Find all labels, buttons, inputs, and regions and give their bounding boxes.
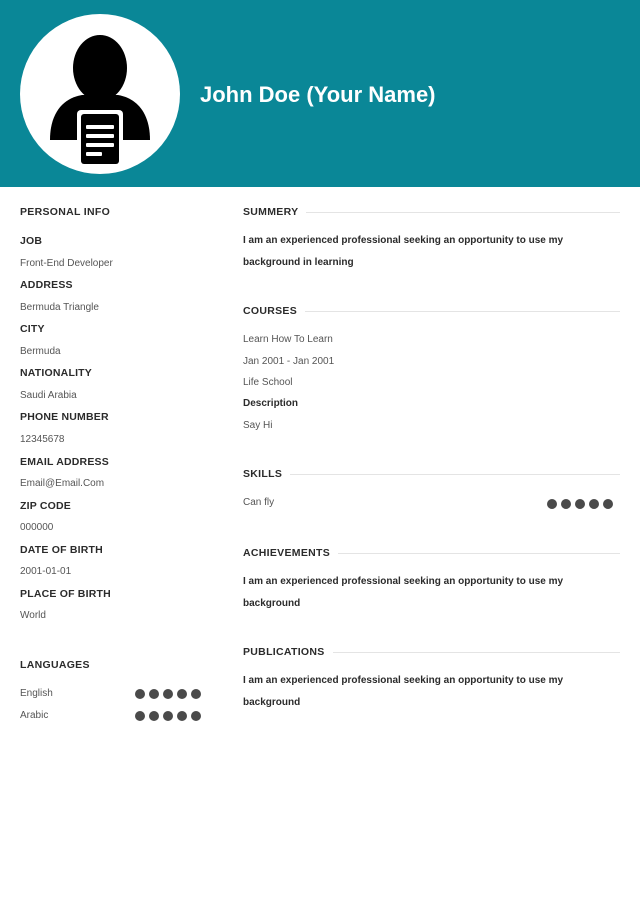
summary-heading [243, 206, 620, 218]
full-name: John Doe (Your Name) [200, 82, 436, 107]
field-value-address: Bermuda Triangle [20, 302, 99, 313]
course-description-label: Description [243, 398, 299, 409]
rating-dot [561, 499, 571, 509]
field-value-phone: 12345678 [20, 434, 65, 445]
language-name-arabic: Arabic [20, 710, 49, 721]
field-label-pob: PLACE OF BIRTH [20, 588, 111, 600]
field-value-nationality: Saudi Arabia [20, 390, 77, 401]
personal-info-title: PERSONAL INFO [20, 206, 111, 218]
achievements-line-2: background [243, 598, 301, 609]
rating-dot [163, 689, 173, 699]
field-label-address: ADDRESS [20, 279, 73, 291]
rating-dot [575, 499, 585, 509]
field-label-dob: DATE OF BIRTH [20, 544, 103, 556]
field-label-phone: PHONE NUMBER [20, 411, 109, 423]
field-value-dob: 2001-01-01 [20, 566, 72, 577]
rating-dot [177, 689, 187, 699]
field-value-pob: World [20, 610, 46, 621]
achievements-line-1: I am an experienced professional seeking an opportunity to use my [243, 576, 564, 587]
languages-title: LANGUAGES [20, 659, 90, 671]
achievements-title: ACHIEVEMENTS [243, 547, 331, 559]
rating-dot [547, 499, 557, 509]
summary-title: SUMMERY [243, 206, 299, 218]
skill-name: Can fly [243, 497, 275, 508]
divider [305, 311, 620, 312]
course-dates: Jan 2001 - Jan 2001 [243, 356, 335, 367]
field-value-email: Email@Email.Com [20, 478, 105, 489]
divider [338, 553, 620, 554]
course-description: Say Hi [243, 420, 273, 431]
rating-dot [135, 689, 145, 699]
courses-title: COURSES [243, 305, 298, 317]
divider [333, 652, 620, 653]
field-label-zip: ZIP CODE [20, 500, 71, 512]
rating-dot [163, 711, 173, 721]
skills-heading [243, 468, 620, 480]
resume-header [0, 0, 640, 187]
divider [290, 474, 620, 475]
field-label-nationality: NATIONALITY [20, 367, 92, 379]
rating-dot [589, 499, 599, 509]
courses-heading [243, 305, 620, 317]
rating-dot [135, 711, 145, 721]
field-label-email: EMAIL ADDRESS [20, 456, 109, 468]
field-label-job: JOB [20, 235, 43, 247]
rating-dot [191, 711, 201, 721]
rating-dot [191, 689, 201, 699]
field-label-city: CITY [20, 323, 45, 335]
rating-dot [603, 499, 613, 509]
publications-heading [243, 646, 620, 658]
divider [306, 212, 620, 213]
language-name-english: English [20, 688, 53, 699]
achievements-heading [243, 547, 620, 559]
skill-rating [547, 499, 613, 509]
publications-title: PUBLICATIONS [243, 646, 325, 658]
rating-dot [149, 711, 159, 721]
avatar [20, 14, 180, 174]
field-value-job: Front-End Developer [20, 258, 113, 269]
rating-dot [149, 689, 159, 699]
field-value-city: Bermuda [20, 346, 61, 357]
field-value-zip: 000000 [20, 522, 54, 533]
language-rating-english [135, 689, 201, 699]
course-name: Learn How To Learn [243, 334, 333, 345]
publications-line-2: background [243, 697, 301, 708]
rating-dot [177, 711, 187, 721]
skills-title: SKILLS [243, 468, 283, 480]
summary-line-2: background in learning [243, 257, 354, 268]
publications-line-1: I am an experienced professional seeking an opportunity to use my [243, 675, 564, 686]
course-institution: Life School [243, 377, 293, 388]
person-with-document-icon [20, 14, 180, 174]
language-rating-arabic [135, 711, 201, 721]
summary-line-1: I am an experienced professional seeking an opportunity to use my [243, 235, 564, 246]
